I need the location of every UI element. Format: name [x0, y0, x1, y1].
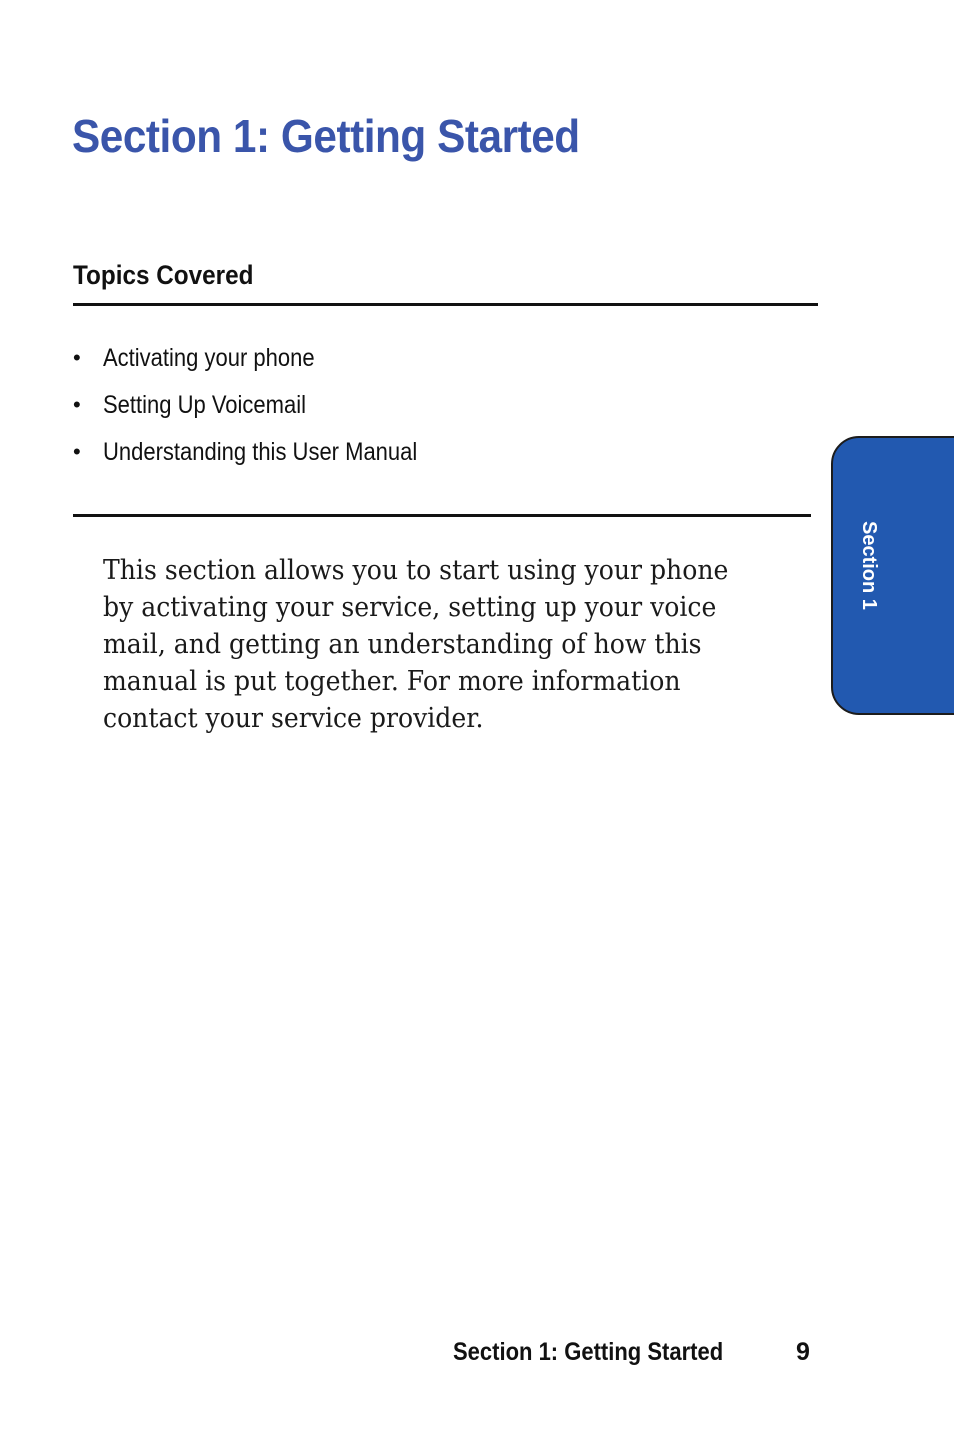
topics-bottom-rule	[73, 514, 811, 517]
section-side-tab	[831, 436, 954, 715]
intro-line: manual is put together. For more information	[103, 666, 681, 697]
section-side-tab-label: Section 1	[858, 521, 880, 610]
bullet-icon: •	[73, 439, 81, 464]
topic-understanding-manual: Understanding this User Manual	[103, 438, 418, 466]
topics-top-rule	[73, 303, 818, 306]
footer-section-title: Section 1: Getting Started	[453, 1338, 724, 1366]
intro-line: mail, and getting an understanding of how this	[103, 629, 702, 660]
intro-line: by activating your service, setting up your voice	[103, 592, 717, 623]
bullet-icon: •	[73, 392, 81, 417]
bullet-icon: •	[73, 345, 81, 370]
page-number: 9	[796, 1338, 810, 1366]
topic-setting-up-voicemail: Setting Up Voicemail	[103, 391, 307, 419]
topic-activating-phone: Activating your phone	[103, 344, 315, 372]
page-title: Section 1: Getting Started	[72, 110, 580, 162]
intro-paragraph	[103, 552, 823, 737]
intro-line: contact your service provider.	[103, 703, 484, 734]
intro-line: This section allows you to start using your phone	[103, 555, 729, 586]
topics-heading: Topics Covered	[73, 260, 254, 290]
